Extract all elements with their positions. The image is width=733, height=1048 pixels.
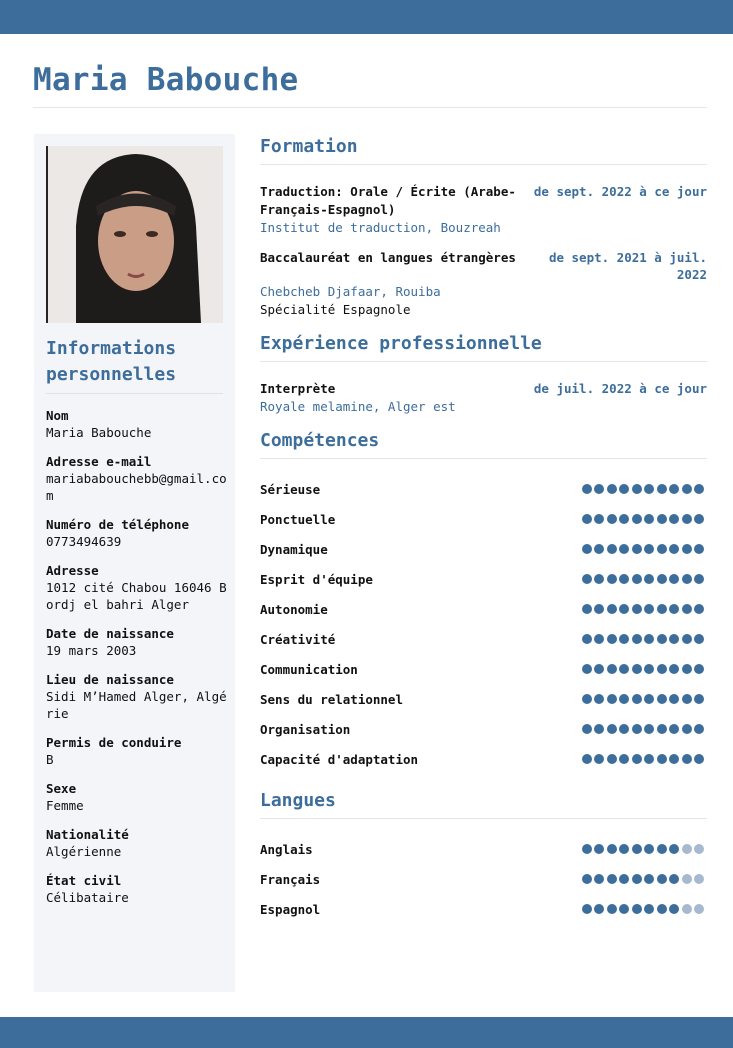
info-item	[46, 780, 228, 814]
experience-section	[260, 331, 707, 416]
languages-title: Langues	[260, 788, 707, 819]
sidebar	[34, 134, 235, 992]
rating-dot-filled	[682, 574, 692, 584]
rating-label: Autonomie	[260, 601, 328, 617]
info-label: Lieu de naissance	[46, 672, 174, 687]
rating-dot-filled	[582, 694, 592, 704]
info-label: Date de naissance	[46, 626, 174, 641]
rating-dots	[582, 514, 705, 524]
rating-dot-filled	[619, 724, 629, 734]
rating-dot-filled	[657, 904, 667, 914]
info-label: Adresse	[46, 563, 99, 578]
rating-dots	[582, 754, 705, 764]
rating-dot-filled	[669, 694, 679, 704]
rating-dot-filled	[682, 754, 692, 764]
entry-title: Interprète	[260, 381, 336, 396]
info-value: Algérienne	[46, 844, 122, 859]
rating-dot-filled	[682, 484, 692, 494]
rating-dot-filled	[644, 904, 654, 914]
rating-dot-filled	[619, 904, 629, 914]
info-item	[46, 671, 228, 722]
rating-label: Ponctuelle	[260, 511, 336, 527]
rating-dot-filled	[594, 724, 604, 734]
rating-dot-filled	[657, 544, 667, 554]
info-label: Nom	[46, 408, 69, 423]
info-item	[46, 562, 228, 613]
rating-dot-filled	[594, 694, 604, 704]
rating-label: Anglais	[260, 841, 313, 857]
rating-dots	[582, 874, 705, 884]
rating-dot-filled	[682, 724, 692, 734]
skills-title: Compétences	[260, 428, 707, 459]
info-value: Célibataire	[46, 890, 129, 905]
rating-dot-filled	[607, 694, 617, 704]
rating-dot-filled	[657, 664, 667, 674]
rating-label: Organisation	[260, 721, 351, 737]
rating-dot-filled	[619, 514, 629, 524]
info-value: 19 mars 2003	[46, 643, 137, 658]
rating-dot-filled	[632, 484, 642, 494]
rating-dot-filled	[632, 694, 642, 704]
skills-row	[260, 564, 707, 594]
rating-dot-filled	[594, 484, 604, 494]
rating-dot-filled	[657, 634, 667, 644]
info-label: Permis de conduire	[46, 735, 182, 750]
rating-dot-filled	[657, 724, 667, 734]
skills-row	[260, 624, 707, 654]
main-content	[260, 134, 707, 938]
entry-institution: Institut de traduction, Bouzreah	[260, 220, 501, 235]
entry-date: de juil. 2022 à ce jour	[533, 381, 707, 396]
rating-dot-filled	[607, 664, 617, 674]
rating-dot-filled	[669, 754, 679, 764]
rating-dot-filled	[594, 904, 604, 914]
rating-dot-filled	[682, 544, 692, 554]
languages-row	[260, 834, 707, 864]
rating-dot-filled	[644, 694, 654, 704]
skills-row	[260, 594, 707, 624]
rating-label: Dynamique	[260, 541, 328, 557]
rating-label: Sérieuse	[260, 481, 321, 497]
rating-dot-filled	[682, 634, 692, 644]
info-item	[46, 453, 228, 504]
title-divider	[33, 107, 707, 108]
rating-dot-filled	[619, 694, 629, 704]
rating-dot-filled	[632, 874, 642, 884]
rating-dot-filled	[607, 844, 617, 854]
rating-dot-filled	[607, 754, 617, 764]
skills-row	[260, 474, 707, 504]
info-item	[46, 516, 228, 550]
languages-row	[260, 894, 707, 924]
entry-institution: Chebcheb Djafaar, Rouiba	[260, 284, 441, 299]
rating-dot-filled	[669, 544, 679, 554]
rating-dot-filled	[619, 484, 629, 494]
entry-date: de sept. 2022 à ce jour	[533, 184, 707, 199]
rating-dot-filled	[619, 664, 629, 674]
rating-label: Communication	[260, 661, 358, 677]
rating-dot-filled	[607, 724, 617, 734]
rating-dot-filled	[619, 634, 629, 644]
rating-dot-filled	[607, 604, 617, 614]
rating-dot-filled	[694, 694, 704, 704]
rating-dot-filled	[632, 904, 642, 914]
entry-institution: Royale melamine, Alger est	[260, 399, 456, 414]
rating-dot-filled	[694, 514, 704, 524]
sidebar-title: Informations personnelles	[46, 336, 223, 394]
rating-dot-filled	[632, 514, 642, 524]
skills-row	[260, 684, 707, 714]
rating-dot-filled	[682, 694, 692, 704]
rating-dot-filled	[619, 604, 629, 614]
rating-dot-filled	[632, 604, 642, 614]
rating-dot-filled	[644, 754, 654, 764]
experience-title: Expérience professionnelle	[260, 331, 707, 362]
rating-dot-filled	[669, 724, 679, 734]
rating-dot-filled	[619, 844, 629, 854]
rating-dot-filled	[694, 754, 704, 764]
rating-dots	[582, 724, 705, 734]
experience-entry	[260, 380, 707, 416]
rating-dot-filled	[682, 664, 692, 674]
info-label: Nationalité	[46, 827, 129, 842]
rating-dot-filled	[632, 724, 642, 734]
rating-dot-filled	[644, 724, 654, 734]
rating-dot-filled	[657, 574, 667, 584]
rating-dot-empty	[694, 874, 704, 884]
info-value: mariababouchebb@gmail.com	[46, 471, 227, 503]
rating-dots	[582, 484, 705, 494]
formation-entry	[260, 249, 707, 319]
entry-extra: Spécialité Espagnole	[260, 302, 411, 317]
rating-dot-filled	[632, 634, 642, 644]
rating-dot-filled	[632, 574, 642, 584]
rating-dot-filled	[657, 484, 667, 494]
info-value: Maria Babouche	[46, 425, 152, 440]
rating-dot-filled	[694, 634, 704, 644]
rating-dot-filled	[644, 514, 654, 524]
rating-dot-filled	[657, 514, 667, 524]
rating-dot-empty	[682, 844, 692, 854]
skills-row	[260, 504, 707, 534]
info-value: 0773494639	[46, 534, 122, 549]
rating-dot-filled	[632, 664, 642, 674]
info-value: 1012 cité Chabou 16046 Bordj el bahri Alger	[46, 580, 227, 612]
rating-dot-filled	[669, 634, 679, 644]
page-title: Maria Babouche	[33, 62, 299, 98]
rating-dots	[582, 664, 705, 674]
rating-dot-filled	[669, 874, 679, 884]
rating-dot-filled	[607, 634, 617, 644]
rating-dot-empty	[694, 904, 704, 914]
rating-dot-empty	[682, 874, 692, 884]
rating-dot-filled	[582, 904, 592, 914]
rating-dot-filled	[582, 844, 592, 854]
languages-row	[260, 864, 707, 894]
rating-dot-filled	[694, 664, 704, 674]
rating-dots	[582, 574, 705, 584]
rating-dot-filled	[694, 484, 704, 494]
rating-dot-filled	[694, 724, 704, 734]
skills-row	[260, 534, 707, 564]
rating-dot-filled	[594, 514, 604, 524]
rating-dot-filled	[657, 874, 667, 884]
rating-dot-filled	[582, 874, 592, 884]
entry-title: Baccalauréat en langues étrangères	[260, 250, 516, 265]
rating-dot-filled	[582, 754, 592, 764]
rating-dot-filled	[632, 844, 642, 854]
rating-dot-filled	[644, 664, 654, 674]
rating-dot-filled	[619, 754, 629, 764]
info-label: Numéro de téléphone	[46, 517, 189, 532]
info-item	[46, 625, 228, 659]
rating-dot-filled	[582, 484, 592, 494]
rating-dot-filled	[694, 604, 704, 614]
rating-label: Esprit d'équipe	[260, 571, 373, 587]
rating-dot-filled	[657, 754, 667, 764]
rating-dot-filled	[582, 724, 592, 734]
rating-dots	[582, 904, 705, 914]
info-item	[46, 872, 228, 906]
rating-label: Capacité d'adaptation	[260, 751, 419, 767]
rating-dots	[582, 634, 705, 644]
rating-dot-filled	[669, 484, 679, 494]
rating-dot-filled	[669, 574, 679, 584]
rating-label: Français	[260, 871, 321, 887]
rating-dot-filled	[619, 874, 629, 884]
rating-dot-filled	[669, 604, 679, 614]
entry-head	[260, 380, 707, 398]
rating-dot-filled	[669, 844, 679, 854]
info-value: Femme	[46, 798, 84, 813]
rating-dot-filled	[594, 574, 604, 584]
rating-label: Espagnol	[260, 901, 321, 917]
skills-row	[260, 744, 707, 774]
entry-date: de sept. 2021 à juil. 2022	[548, 250, 707, 282]
rating-dot-filled	[619, 544, 629, 554]
rating-dot-filled	[644, 574, 654, 584]
rating-dot-filled	[594, 754, 604, 764]
rating-dot-filled	[644, 484, 654, 494]
rating-dot-filled	[607, 544, 617, 554]
rating-dot-filled	[619, 574, 629, 584]
info-label: État civil	[46, 873, 122, 888]
top-band	[0, 0, 733, 34]
rating-dot-filled	[582, 544, 592, 554]
info-item	[46, 734, 228, 768]
rating-dot-filled	[594, 634, 604, 644]
rating-dot-empty	[682, 904, 692, 914]
skills-row	[260, 714, 707, 744]
rating-dot-filled	[582, 634, 592, 644]
rating-dots	[582, 694, 705, 704]
rating-dot-filled	[582, 574, 592, 584]
rating-dot-filled	[682, 514, 692, 524]
rating-dot-filled	[644, 544, 654, 554]
formation-title: Formation	[260, 134, 707, 165]
rating-dot-filled	[607, 484, 617, 494]
rating-dot-filled	[632, 544, 642, 554]
entry-head	[260, 183, 707, 219]
rating-dot-filled	[607, 874, 617, 884]
rating-dot-filled	[669, 904, 679, 914]
rating-dot-filled	[582, 604, 592, 614]
rating-dot-filled	[582, 664, 592, 674]
profile-photo	[46, 146, 223, 323]
info-value: B	[46, 752, 54, 767]
formation-entry	[260, 183, 707, 237]
info-item	[46, 826, 228, 860]
rating-dot-filled	[644, 874, 654, 884]
rating-dot-filled	[607, 904, 617, 914]
formation-section	[260, 134, 707, 319]
rating-dot-filled	[594, 664, 604, 674]
bottom-band	[0, 1017, 733, 1048]
rating-dot-filled	[669, 664, 679, 674]
rating-dots	[582, 544, 705, 554]
rating-dot-filled	[594, 604, 604, 614]
rating-dot-filled	[644, 604, 654, 614]
entry-title: Traduction: Orale / Écrite (Arabe-Français-Espagnol)	[260, 184, 516, 217]
rating-dot-filled	[594, 874, 604, 884]
rating-dot-filled	[582, 514, 592, 524]
rating-dot-empty	[694, 844, 704, 854]
rating-label: Créativité	[260, 631, 336, 647]
rating-dot-filled	[657, 694, 667, 704]
rating-dot-filled	[644, 844, 654, 854]
rating-dot-filled	[657, 604, 667, 614]
rating-dot-filled	[594, 844, 604, 854]
rating-dot-filled	[669, 514, 679, 524]
rating-dot-filled	[657, 844, 667, 854]
rating-dot-filled	[632, 754, 642, 764]
rating-dots	[582, 604, 705, 614]
rating-dot-filled	[682, 604, 692, 614]
info-item	[46, 407, 228, 441]
rating-dots	[582, 844, 705, 854]
rating-dot-filled	[694, 544, 704, 554]
skills-row	[260, 654, 707, 684]
entry-head	[260, 249, 707, 283]
info-value: Sidi M’Hamed Alger, Algérie	[46, 689, 227, 721]
rating-dot-filled	[607, 574, 617, 584]
rating-dot-filled	[644, 634, 654, 644]
rating-dot-filled	[607, 514, 617, 524]
rating-label: Sens du relationnel	[260, 691, 403, 707]
languages-section	[260, 788, 707, 924]
skills-section	[260, 428, 707, 774]
info-label: Sexe	[46, 781, 77, 796]
info-label: Adresse e-mail	[46, 454, 152, 469]
personal-info-list	[46, 407, 228, 918]
rating-dot-filled	[594, 544, 604, 554]
rating-dot-filled	[694, 574, 704, 584]
